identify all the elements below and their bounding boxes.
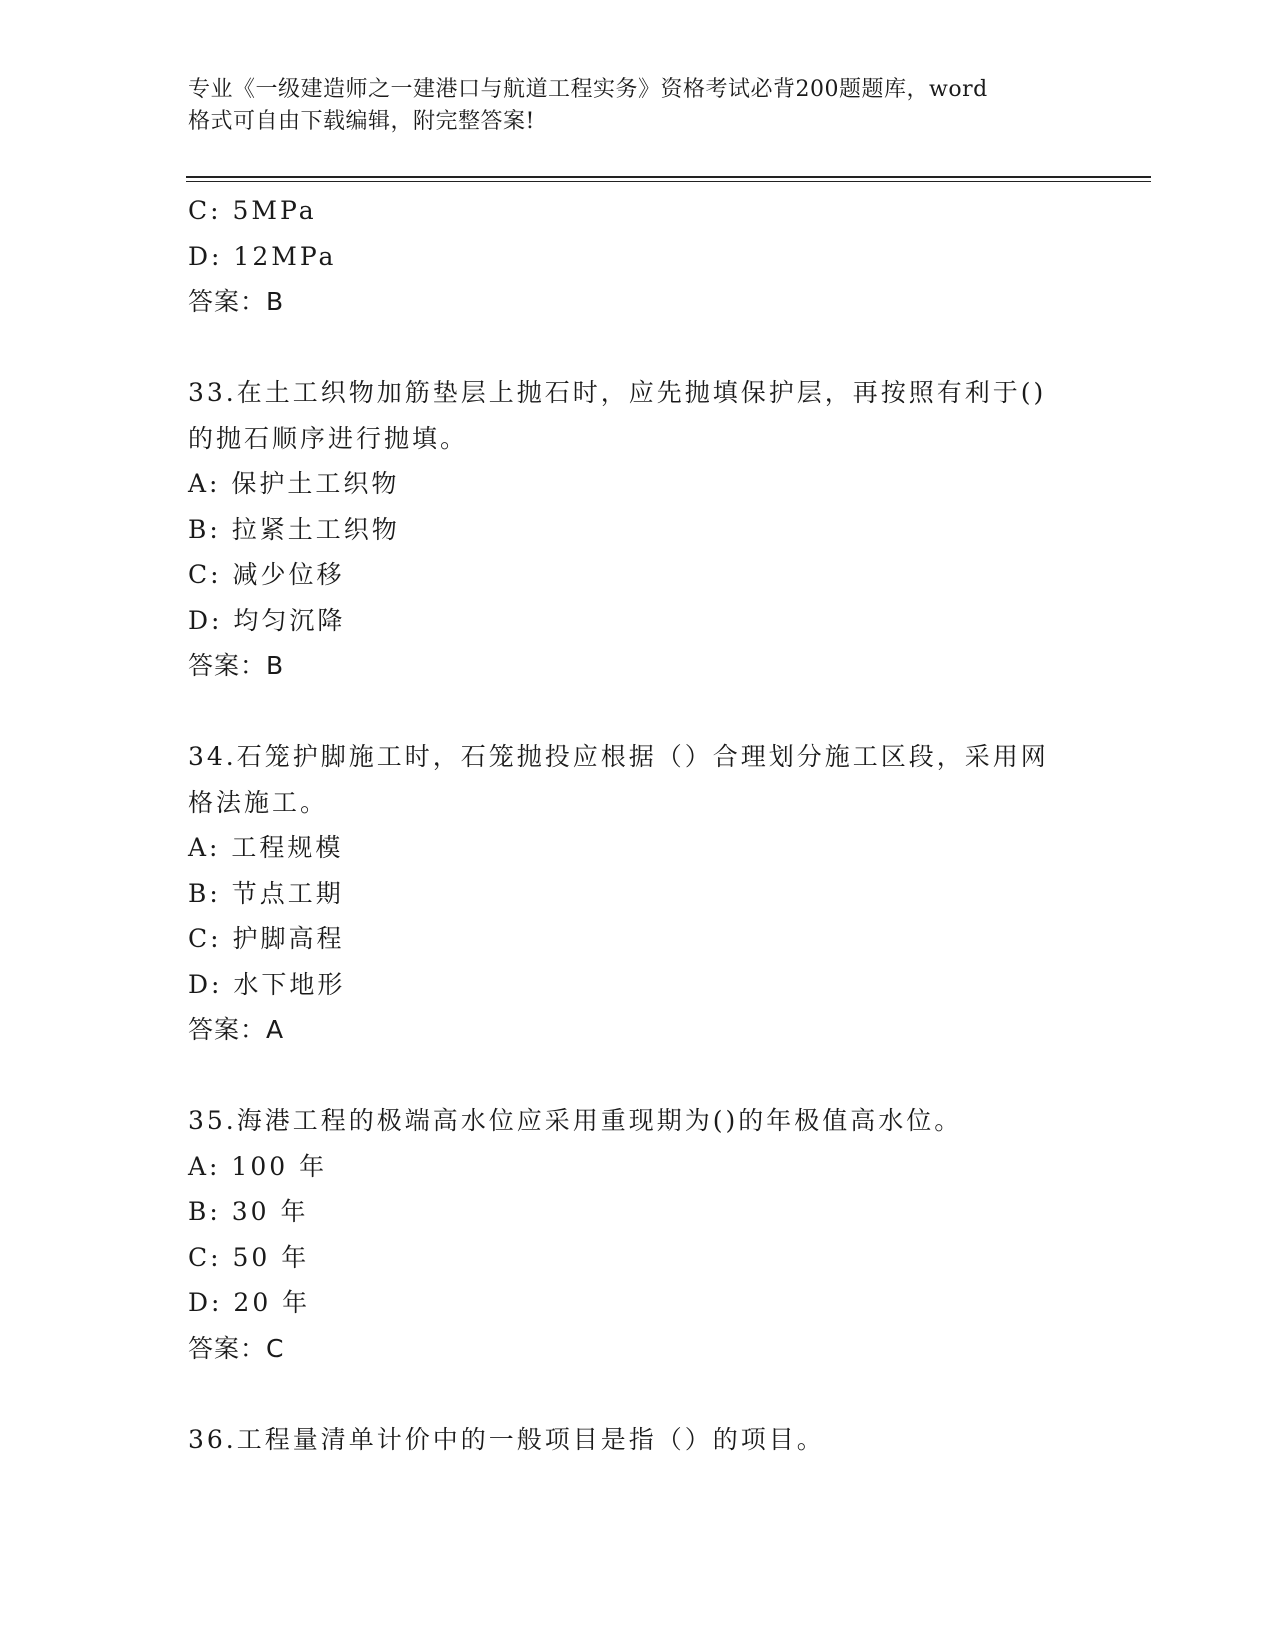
question-text-cont: 的抛石顺序进行抛填。	[188, 423, 469, 453]
answer-line: 答案：B	[188, 287, 285, 316]
question-text: 33.在土工织物加筋垫层上抛石时，应先抛填保护层，再按照有利于()	[188, 378, 1047, 407]
question-33	[188, 370, 1088, 689]
answer-line: 答案：C	[188, 1333, 285, 1363]
question-text: 35.海港工程的极端高水位应采用重现期为()的年极值高水位。	[188, 1106, 963, 1135]
header-line-2: 格式可自由下载编辑，附完整答案!	[188, 109, 535, 134]
option-c: C: 护脚高程	[188, 924, 345, 953]
answer-line: 答案：A	[188, 1015, 285, 1044]
option-a: A: 保护土工织物	[188, 469, 400, 498]
question-text: 34.石笼护脚施工时，石笼抛投应根据（）合理划分施工区段，采用网	[188, 742, 1049, 771]
header-rule-thin	[186, 181, 1151, 182]
option-a: A: 100 年	[188, 1151, 328, 1181]
spacer	[188, 325, 1088, 371]
question-text: 36.工程量清单计价中的一般项目是指（）的项目。	[188, 1424, 825, 1454]
option-b: B: 节点工期	[188, 878, 344, 908]
option-c: C: 50 年	[188, 1242, 310, 1272]
option-d: D: 均匀沉降	[188, 605, 346, 635]
document-header	[188, 74, 1078, 138]
question-34	[188, 734, 1088, 1053]
option-c: C: 减少位移	[188, 560, 345, 589]
option-b: B: 30 年	[188, 1197, 309, 1226]
option-a: A: 工程规模	[188, 833, 344, 862]
option-d: D: 12MPa	[188, 241, 337, 271]
spacer	[188, 689, 1088, 735]
question-35	[188, 1098, 1088, 1371]
spacer	[188, 1371, 1088, 1417]
answer-line: 答案：B	[188, 651, 285, 680]
option-d: D: 水下地形	[188, 969, 346, 999]
question-36	[188, 1417, 1088, 1463]
option-c: C: 5MPa	[188, 196, 317, 225]
option-d: D: 20 年	[188, 1288, 311, 1317]
document-body	[188, 188, 1088, 1462]
header-line-1: 专业《一级建造师之一建港口与航道工程实务》资格考试必背200题题库，word	[188, 77, 988, 102]
spacer	[188, 1053, 1088, 1099]
header-rule-thick	[186, 176, 1151, 178]
option-b: B: 拉紧土工织物	[188, 514, 400, 544]
question-text-cont: 格法施工。	[188, 787, 329, 817]
question-32-tail	[188, 188, 1088, 325]
